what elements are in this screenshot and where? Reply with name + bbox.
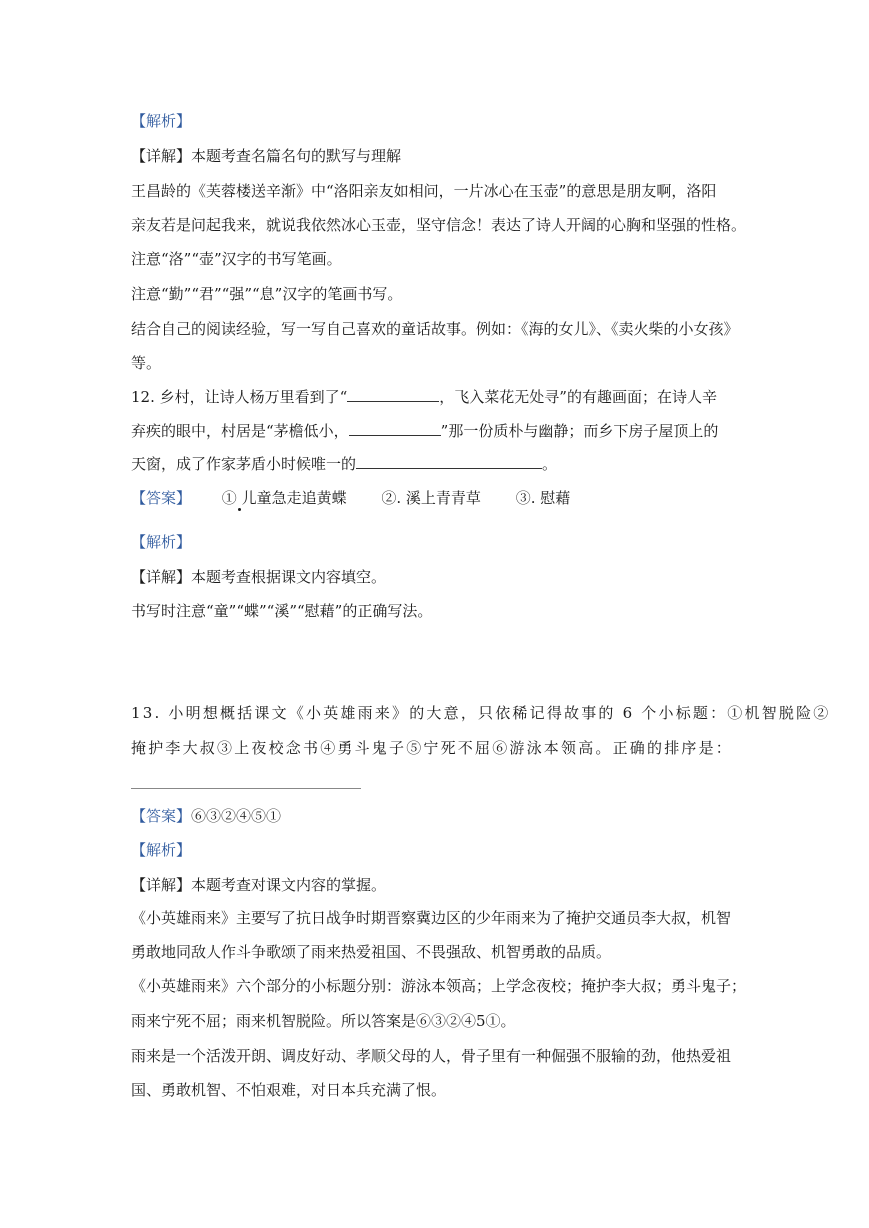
question-text: 。 [542, 455, 558, 473]
fill-blank[interactable] [347, 385, 439, 402]
answer-row [131, 805, 281, 827]
analysis-label: 【解析】 [131, 841, 192, 859]
fill-blank[interactable] [349, 419, 441, 436]
answer-label: 【答案】 [131, 807, 192, 825]
paragraph-line: 勇敢地同敌人作斗争歌颂了雨来热爱祖国、不畏强敌、机智勇敢的品质。 [131, 943, 612, 961]
paragraph-line: 注意“勤”“君”“强”“息”汉字的笔画书写。 [131, 285, 403, 303]
question-text: 12. 乡村，让诗人杨万里看到了“ [131, 388, 348, 406]
question-text: 天窗，成了作家茅盾小时候唯一的 [131, 455, 357, 473]
answer-item: ③. 慰藉 [515, 489, 571, 507]
question-13-line: 13. 小明想概括课文《小英雄雨来》的大意，只依稀记得故事的 6 个小标题：①机智脱险② [131, 704, 831, 722]
paragraph-line: 国、勇敢机智、不怕艰难，对日本兵充满了恨。 [131, 1081, 447, 1099]
question-12-line [131, 385, 717, 408]
fill-blank[interactable] [356, 452, 542, 469]
answer-blank-line[interactable] [131, 788, 361, 789]
question-text: ，飞入菜花无处寻”的有趣画面；在诗人辛 [439, 388, 717, 406]
paragraph-line: 亲友若是问起我来，就说我依然冰心玉壶，坚守信念！表达了诗人开阔的心胸和坚强的性格。 [131, 216, 747, 234]
paragraph-line: 结合自己的阅读经验，写一写自己喜欢的童话故事。例如：《海的女儿》、《卖火柴的小女孩》 [131, 320, 739, 338]
question-12-line [131, 452, 557, 475]
analysis-label: 【解析】 [131, 533, 192, 551]
paragraph-line: 《小英雄雨来》主要写了抗日战争时期晋察冀边区的少年雨来为了掩护交通员李大叔，机智 [131, 909, 732, 927]
paragraph-line: 《小英雄雨来》六个部分的小标题分别：游泳本领高；上学念夜校；掩护李大叔；勇斗鬼子； [131, 977, 747, 995]
detail-heading: 【详解】本题考查根据课文内容填空。 [131, 568, 387, 586]
question-13-line: 掩护李大叔③上夜校念书④勇斗鬼子⑤宁死不屈⑥游泳本领高。正确的排序是： [131, 739, 734, 757]
answer-item: ②. 溪上青青草 [381, 489, 481, 507]
detail-heading: 【详解】本题考查名篇名句的默写与理解 [131, 147, 402, 165]
answer-label: 【答案】 [131, 489, 192, 507]
question-text: ”那一份质朴与幽静；而乡下房子屋顶上的 [440, 422, 719, 440]
paragraph-line: 王昌龄的《芙蓉楼送辛渐》中“洛阳亲友如相问，一片冰心在玉壶”的意思是朋友啊，洛阳 [131, 182, 717, 200]
answer-row [131, 487, 570, 509]
analysis-label: 【解析】 [131, 112, 192, 130]
question-text: 弃疾的眼中，村居是“茅檐低小， [131, 422, 349, 440]
question-12-line [131, 419, 718, 442]
paragraph-line: 雨来是一个活泼开朗、调皮好动、孝顺父母的人，骨子里有一种倔强不服输的劲，他热爱祖 [131, 1047, 732, 1065]
emphasis-dot [238, 508, 241, 511]
paragraph-line: 等。 [131, 354, 162, 372]
answer-value: ⑥③②④⑤① [191, 807, 282, 825]
paragraph-line: 书写时注意“童”“蝶”“溪”“慰藉”的正确写法。 [131, 602, 433, 620]
paragraph-line: 雨来宁死不屈；雨来机智脱险。所以答案是⑥③②④5①。 [131, 1012, 516, 1030]
answer-item: ① 儿童急走追黄蝶 [221, 489, 347, 507]
detail-heading: 【详解】本题考查对课文内容的掌握。 [131, 876, 387, 894]
paragraph-line: 注意“洛”“壶”汉字的书写笔画。 [131, 250, 342, 268]
